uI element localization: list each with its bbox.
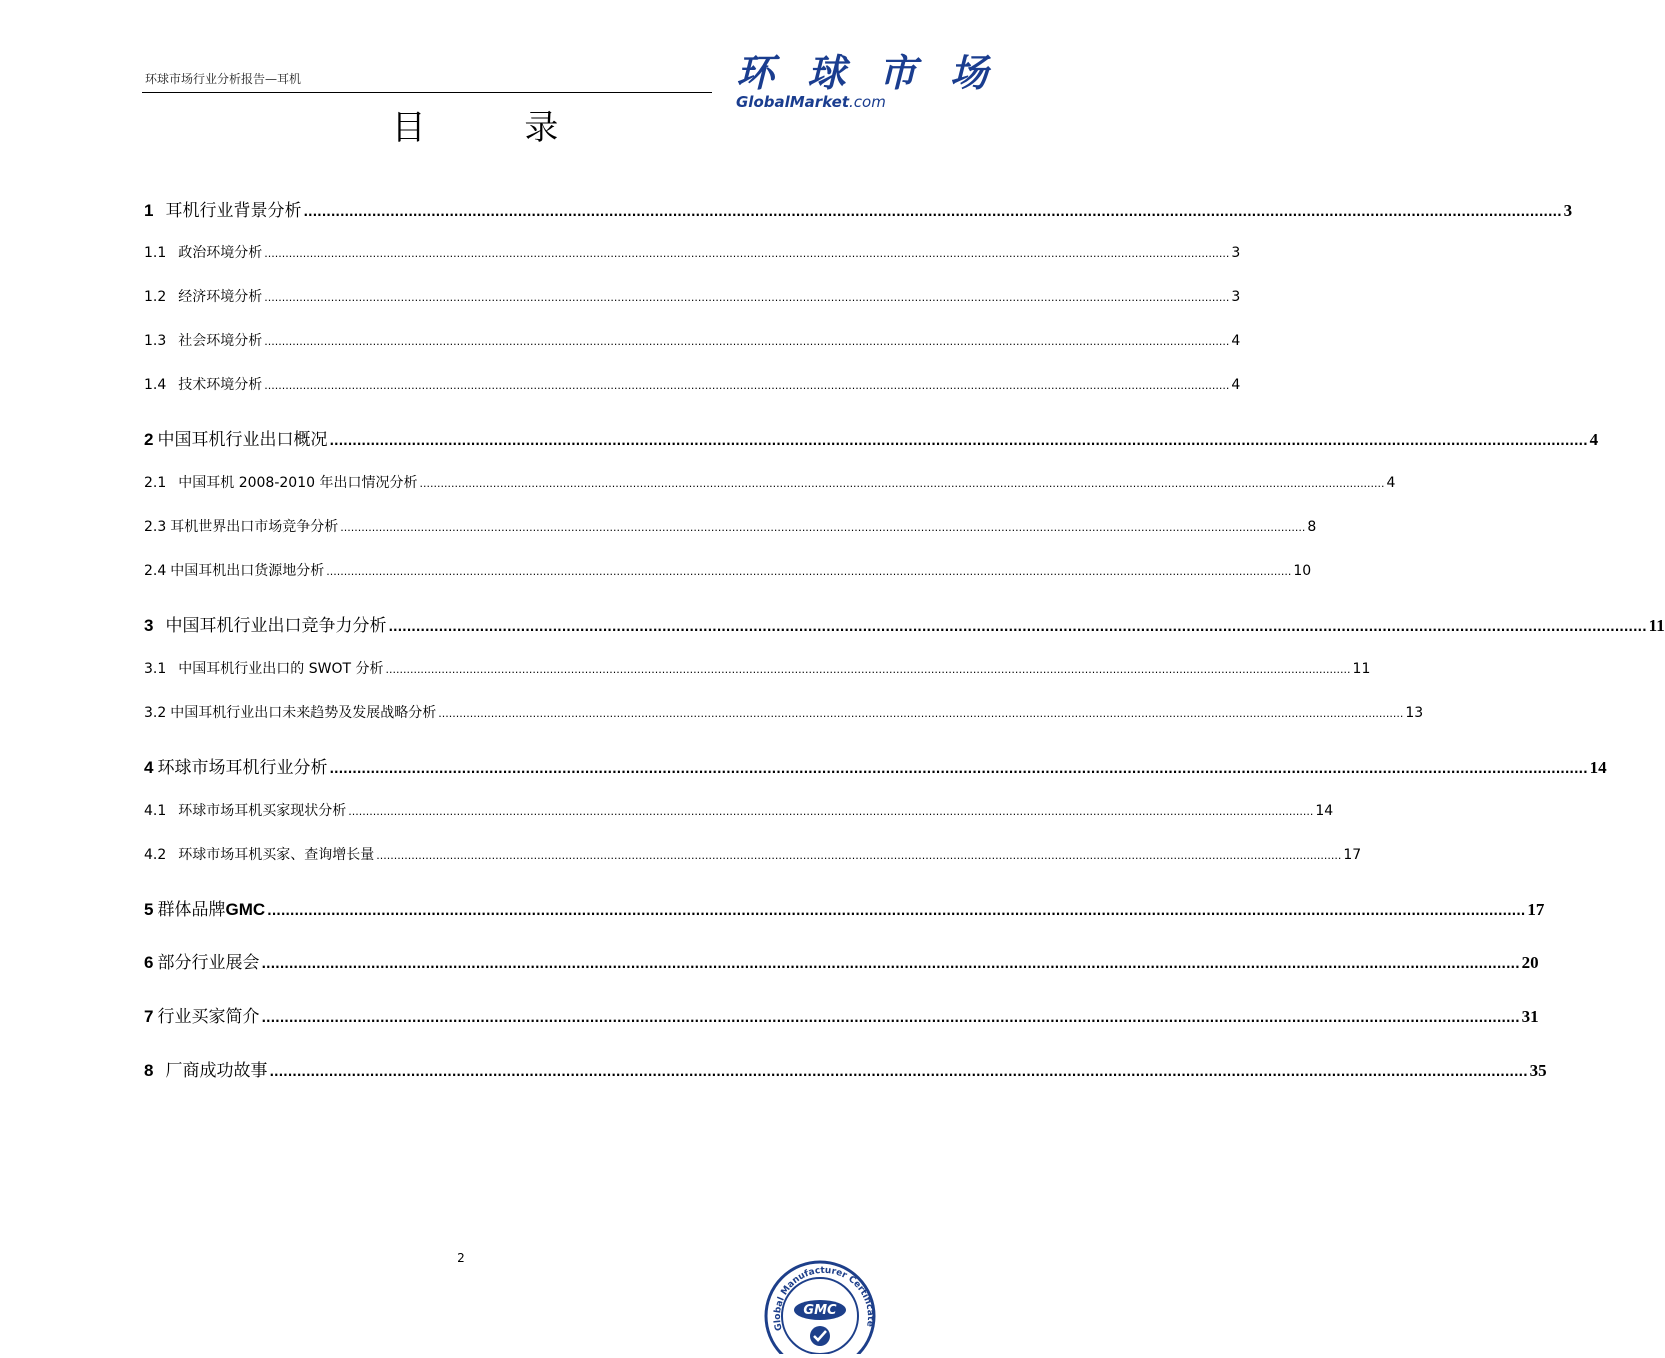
toc-entry-number: 4.1 [144,803,167,819]
toc-entry-label: 政治环境分析 [178,245,263,261]
toc-dot-leader [261,957,1519,971]
toc-entry-number: 3.2 [144,705,167,721]
toc-entry[interactable] [144,611,1665,636]
toc-dot-leader [419,477,1384,490]
toc-entry-number: 6 [144,953,154,972]
toc-entry[interactable] [144,242,1241,262]
toc-entry[interactable] [144,753,1607,778]
toc-entry-page: 31 [1521,1007,1539,1026]
toc-dot-leader [388,620,1646,634]
toc-entry-label: 厂商成功故事 [165,1061,268,1081]
toc-dot-leader [348,805,1313,818]
toc-entry[interactable] [144,658,1371,678]
toc-entry-label: 环球市场耳机买家现状分析 [178,803,347,819]
toc-entry[interactable] [144,425,1599,450]
toc-entry[interactable] [144,286,1241,306]
toc-entry[interactable] [144,844,1362,864]
toc-entry[interactable] [144,330,1241,350]
toc-entry-number: 8 [144,1061,154,1080]
toc-entry-number: 2.1 [144,475,167,491]
toc-entry[interactable] [144,560,1312,580]
toc-dot-leader [261,1011,1519,1025]
toc-entry[interactable] [144,702,1424,722]
toc-entry-number: 7 [144,1007,154,1026]
toc-entry-number: 1 [144,201,154,220]
toc-entry-number: 2.4 [144,563,167,579]
logo-english: GlobalMarket.com [736,93,886,111]
toc-entry-page: 4 [1589,430,1599,449]
toc-entry-page: 11 [1352,661,1371,677]
page-number: 2 [457,1251,465,1265]
toc-dot-leader [329,762,1587,776]
toc-dot-leader [385,663,1350,676]
toc-entry[interactable] [144,374,1241,394]
toc-entry-page: 14 [1589,758,1607,777]
toc-entry-number: 1.4 [144,377,167,393]
toc-entry-number: 4.2 [144,847,167,863]
gmc-certificate-seal [760,1254,880,1358]
seal-ring-text: Global Manufacturer Certificate [772,1265,876,1332]
toc-dot-leader [438,707,1403,720]
toc-entry[interactable] [144,800,1334,820]
toc-dot-leader [376,849,1341,862]
toc-entry-page: 3 [1231,245,1241,261]
toc-entry-label: 耳机世界出口市场竞争分析 [170,519,339,535]
toc-entry-label: 社会环境分析 [178,333,263,349]
toc-entry-page: 4 [1231,377,1241,393]
toc-entry-page: 8 [1307,519,1317,535]
toc-entry-label-suffix: GMC [225,900,266,919]
toc-entry-page: 11 [1648,616,1665,635]
toc-entry-label: 耳机行业背景分析 [165,201,302,221]
toc-entry-number: 3 [144,616,154,635]
toc-entry-number: 2 [144,430,154,449]
seal-center-text: GMC [803,1303,837,1318]
toc-dot-leader [264,379,1229,392]
toc-entry-label: 经济环境分析 [178,289,263,305]
toc-entry-label: 环球市场耳机买家、查询增长量 [178,847,375,863]
toc-entry-label: 中国耳机行业出口竞争力分析 [165,616,387,636]
toc-entry-label: 中国耳机行业出口未来趋势及发展战略分析 [170,705,437,721]
toc-entry-number: 1.2 [144,289,167,305]
page-title: 目 录 [391,108,603,148]
toc-entry-number: 1.1 [144,245,167,261]
toc-entry-page: 10 [1293,563,1312,579]
toc-dot-leader [269,1065,1527,1079]
toc-entry-label: 行业买家简介 [157,1007,260,1027]
toc-entry-label: 中国耳机 2008-2010 年出口情况分析 [178,475,418,491]
toc-dot-leader [340,521,1305,534]
toc-entry-label: 技术环境分析 [178,377,263,393]
logo-chinese: 环 球 市 场 [736,51,998,95]
toc-entry-page: 13 [1405,705,1424,721]
toc-entry-page: 4 [1231,333,1241,349]
toc-entry-page: 4 [1386,475,1396,491]
toc-entry[interactable] [144,1056,1547,1081]
toc-entry-number: 1.3 [144,333,167,349]
toc-entry-page: 14 [1315,803,1334,819]
toc-dot-leader [326,565,1291,578]
toc-entry-page: 17 [1343,847,1362,863]
header-rule [142,92,712,93]
toc-entry-number: 5 [144,900,154,919]
toc-dot-leader [264,291,1229,304]
toc-entry[interactable] [144,516,1317,536]
toc-entry-label: 部分行业展会 [157,953,260,973]
toc-entry-label: 中国耳机行业出口的 SWOT 分析 [178,661,384,677]
toc-dot-leader [264,335,1229,348]
running-header: 环球市场行业分析报告—耳机 [145,72,302,86]
toc-entry-label: 群体品牌 [157,900,226,920]
toc-entry-page: 3 [1563,201,1573,220]
toc-entry[interactable] [144,196,1573,221]
toc-entry-number: 4 [144,758,154,777]
toc-entry-page: 3 [1231,289,1241,305]
toc-dot-leader [264,247,1229,260]
toc-entry-page: 17 [1527,900,1545,919]
toc-entry-number: 3.1 [144,661,167,677]
toc-entry-label: 环球市场耳机行业分析 [157,758,328,778]
toc-entry-page: 20 [1521,953,1539,972]
toc-entry[interactable] [144,472,1396,492]
toc-dot-leader [303,205,1561,219]
toc-entry-page: 35 [1529,1061,1547,1080]
toc-entry[interactable] [144,895,1545,920]
toc-entry-label: 中国耳机出口货源地分析 [170,563,325,579]
toc-entry[interactable] [144,1002,1539,1027]
toc-dot-leader [329,434,1587,448]
toc-entry-label: 中国耳机行业出口概况 [157,430,328,450]
toc-entry-number: 2.3 [144,519,167,535]
toc-entry[interactable] [144,948,1539,973]
toc-dot-leader [267,904,1525,918]
